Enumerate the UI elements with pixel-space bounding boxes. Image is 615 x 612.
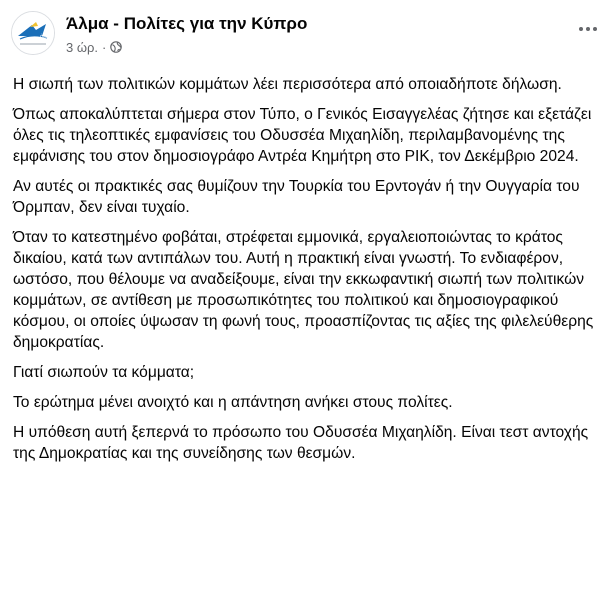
post-header bbox=[0, 0, 615, 66]
post-timestamp[interactable]: 3 ώρ. bbox=[66, 39, 98, 55]
page-name-link[interactable]: Άλμα - Πολίτες για την Κύπρο bbox=[66, 14, 308, 33]
post-paragraph: Όταν το κατεστημένο φοβάται, στρέφεται εμμονικά, εργαλειοποιώντας το κράτος δικαίου, κατά των αντιπάλων του. Αυτή η πρακτική είναι γνωστή. Το ενδιαφέρον, ωστόσο, που θέλουμε να αναδείξουμε, είναι την εκκωφαντική σιωπή των πολιτικών κομμάτων, σε αντίθεση με προσωπικότητες του πολιτικού και δημοσιογραφικού κόσμου, οι οποίες ύψωσαν τη φωνή τους, προασπίζοντας τις αξίες της φιλελεύθερης δημοκρατίας. bbox=[13, 229, 594, 351]
alma-logo-icon bbox=[12, 12, 54, 54]
globe-icon[interactable] bbox=[110, 41, 122, 53]
post-text bbox=[13, 74, 609, 473]
post-paragraph: Γιατί σιωπούν τα κόμματα; bbox=[13, 364, 195, 381]
meta-separator: · bbox=[102, 39, 107, 55]
post-paragraph: Η σιωπή των πολιτικών κομμάτων λέει περισσότερα από οποιαδήποτε δήλωση. bbox=[13, 76, 562, 93]
more-options-icon bbox=[579, 27, 597, 31]
post-paragraph: Αν αυτές οι πρακτικές σας θυμίζουν την Τουρκία του Ερντογάν ή την Ουγγαρία του Όρμπαν, δεν είναι τυχαίο. bbox=[13, 178, 580, 216]
avatar-logo-text: άλμα bbox=[40, 34, 52, 40]
post-paragraph: Η υπόθεση αυτή ξεπερνά το πρόσωπο του Οδυσσέα Μιχαηλίδη. Είναι τεστ αντοχής της Δημοκρατίας και της συνείδησης των θεσμών. bbox=[13, 424, 589, 462]
post-paragraph: Όπως αποκαλύπτεται σήμερα στον Τύπο, ο Γενικός Εισαγγελέας ζήτησε και εξετάζει όλες τις τηλεοπτικές εμφανίσεις του Οδυσσέα Μιχαηλίδη, περιλαμβανομένης της εμφάνισης του στον δημοσιογράφο Αντρέα Κημήτρη στο ΡΙΚ, τον Δεκέμβριο 2024. bbox=[13, 106, 592, 165]
avatar[interactable] bbox=[11, 11, 55, 55]
post-meta bbox=[66, 38, 122, 56]
more-options-button[interactable] bbox=[572, 17, 604, 41]
post-paragraph: Το ερώτημα μένει ανοιχτό και η απάντηση ανήκει στους πολίτες. bbox=[13, 394, 453, 411]
